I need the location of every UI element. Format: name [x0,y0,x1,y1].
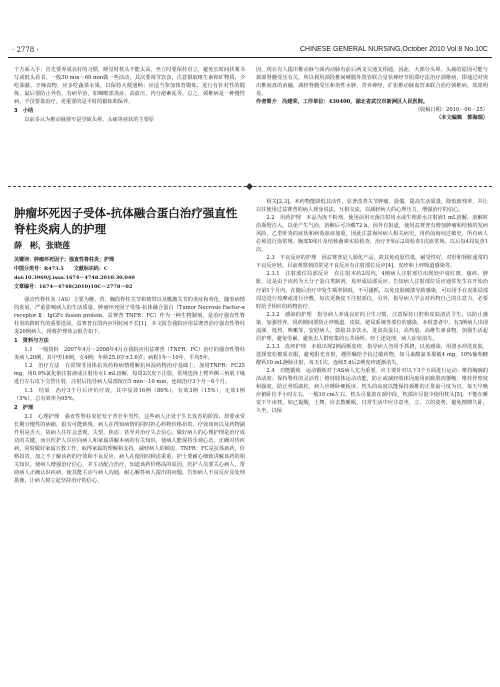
header-rule [8,57,492,58]
body-paragraph: 2.2 用药护理 本品为冻干粉剂，使用前用灭菌注射用水或生理盐水注射液1 mL溶解，溶解时沿瓶壁注入，以免产生气泡，溶解后可冷藏72 h。因外有报道，使用益赛普有增加肿瘤和结核的发病风险，乙型肝炎的症状和病毒血症加重，因此注意询问病人相关病史，用药前询问过敏史，所有病人必须进行血常规、胸部X线片及结核菌素实验检查，治疗开始后2周检查1次血常规，以后每4周复查1次。 [256,215,488,254]
journal-name: CHINESE GENERAL NURSING,October 2010 Vol.8 No.10C [299,46,488,53]
body-paragraph: 2.3.3 皮疹护理 本组出现2例面颊皮疹，指导病人勿用手抓挠，以免感染，用清水冲洗皮肤，选择宽松棉质衣服，避免阳光直射，遵医嘱给予抗过敏药物，如马来酸氯苯那敏4 mg，10%葡萄糖酸钙10 mL静脉注射，每天1次，连续5 d后2例皮疹逐渐消失。 [256,343,488,366]
section-heading: 2 护理 [14,404,34,411]
divider-diamond-icon [246,183,253,190]
body-paragraph: 1.2 治疗方法 在常规非甾体抗炎药和病情缓解抗风湿药物治疗基础上，加用TNFR：FC25 mg，用0.9%氯化钠注射液或注射用水1 mL溶解，每周2次皮下注射，常规选择上臂外侧三角肌下缘进行左右皮下交替注射，注射后指导病人局部按压5 min～10 min，连续治疗3个月～6个月。 [14,363,245,386]
article-left-column [14,296,245,680]
previous-article-paragraph: 个方面入手：首先要养成良好的习惯，睡觉时枕头不能太高，坐立时要保持直立，避免长时间伏案书写或低头看书，一般30 min～60 min做一些活动；其次要调节饮食，注意摄取维生素和矿物质，少吃油腻、辛辣食物，应多吃蔬菜水果，以保持大便通畅；应适当参加体育锻炼，进行有针对性的锻炼，最后要防止外伤，有病早治，如咽喉部炎症、高血压、内分泌紊乱等。总之，颈椎病是一种慢性病，不仅要靠治疗，更重要的是平时的锻炼和保养。 [14,67,245,106]
page-header [8,44,492,58]
summary-paragraph: 以前多认为椎动脉狭窄是导致头晕、头痛等症状的主要原 [24,117,155,124]
article-title: 肿瘤坏死因子受体-抗体融合蛋白治疗强直性脊柱炎病人的护理 [14,206,238,236]
body-paragraph: 相关[2,3]。本药物能降低其活性，显著改善关节肿痛、晨僵、提高生活质量，降低致残率，并让以往使用过益赛普的病人现身说法，互相交流，以减轻病人的心理压力，增强治疗的信心。 [256,199,488,214]
section-heading-summary: 3 小结 [14,108,34,115]
body-paragraph: 2.4 功能锻炼 运动锻炼对于AS病人尤为重要。应主要针对以下3个方面进行运动：维持胸廓的活动度；保持脊柱的灵活性；维持肢体运动功能，防止或减轻肢体因废用而致肌肉萎缩，维持骨密度和强度，防止骨质疏松。病人应睡卧硬板床，枕头的高度以能保持颈椎的正常前弓度为宜，每天早晚应俯卧位半小时左右，一般10 cm左右，枕头尽量放在颈中段，枕部应尽量少使用枕头[5]。不能在睡觉下午床枕，如已提醒，上舞，应去教睡眠，日常生活中应注意坐，立，立的姿势，避免擦擦久卧，久坐，以保 [256,367,488,415]
section-heading: 1 资料与方法 [14,338,49,345]
body-paragraph: 强直性脊柱炎（AS）主要为腰、背、胸段脊柱关节和韧带以及骶髂关节的炎症和骨化，随着病情的发展，严重影响病人的生活质量。肿瘤坏死因子受体-抗体融合蛋白（Tumor Necrosis Factor-α receptor Ⅱ：IgGFc fusion protein，益赛普 TNFR：FC）作为一种生物制剂，是治疗强直性脊柱炎的跨时代的重要进展。益赛普在国内应用时间不长[1]，本文报告我院应用益赛普治疗强直性脊柱炎20例病人，现将护理体会报告如下。 [14,297,245,336]
body-paragraph: 2.3.1 注射部位局部反应 在注射本药2周内，4例病人注射部位出现轻中度红斑、瘙痒、肿胀，这是由于该药为大分子蛋白类制剂，易形成局部反应。告知病人注射部位反应通常发生在开始治疗第1个月内，在随后治疗中发生频率降低，不可搔抓，以免皮肤破溃导致感染，可以用手在皮肤局部周边进行按摩或进行冷敷，每次更换皮下注射部位，另外，指导病人学会对药物自己的注意力，必要时给予相应的药物治疗。 [256,271,488,310]
keywords: 关键词：肿瘤坏死因子；强直性脊柱炎；护理 [14,257,115,263]
author-note: 作者简介 冯建荣，工作单位：430400，湖北省武汉市新洲区人民医院。 [256,99,429,106]
body-paragraph: 2.3 不良反应的护理 因益赛普是人源化产品，故其免疫原性低，耐受性好，对肝和肾脏通常的不良反应轻。目前观察到的常见不良反应有注射部位反应[4]，皮疹和上呼吸道感染等。 [256,255,488,270]
editor-note: （本文编辑 郭海瑞） [436,115,488,122]
previous-article-left-column [14,66,245,184]
received-date: （收稿日期：2010－06－25） [414,107,488,114]
article-number: 文章编号：1674－4748(2010)10C－2778－02 [14,284,133,290]
article-divider [8,186,492,187]
previous-article-right-column [256,66,488,184]
body-paragraph: 1.3 结果 治疗3个月后评价疗效，其中显效16例（80%），有效3例（15%），无效1例（5%），总有效率为95%。 [14,387,245,402]
classification: 中图分类号：R473.5 文献标识码：C [14,266,108,272]
article-meta [14,256,249,292]
article-right-column [256,198,488,680]
previous-article-paragraph: 因，现在有人提出椎动脉与颈内动脉有前后两支交通支相通，因此，大部分头晕、头痛的原因可能与颈部脊髓受压有关。所以利用颈段椎间硬膜外置管联合星状神经节阻滞疗法治疗颈椎病，即通过对突出椎间盘的消融，减轻脊髓受压和炎性水肿，青养神经，扩张椎动脉血管来联合治疗颈椎病，效果明显。 [256,67,488,98]
doi: doi:10.3969/j.issn.1674－4748.2010.30.040 [14,275,135,281]
page-number: · 2778 · [12,46,39,54]
article-authors: 薛 彬，张晓莲 [14,241,70,250]
body-paragraph: 2.1 心理护理 强直性脊柱炎好发于青壮年男性，这些病人正处于生长发育的阶段，却要承受长期且慢性的病痛，很有可能致残。病人在得知病情的同时担心药物价格昂贵、疗效如何以及药物副作用是否大，故病人往往会悲观、失望、焦虑、甚至对治疗失去信心。做好病人的心理护理是治疗成功的关键。而且医护人员应向病人和家属讲解本病的有关知识，使病人能保持乐观心态，正确对待疾病，同时做好家属宣教工作，取得家属的理解和支持，减轻病人的顾虑。TNFR：FC是抗体新药，价格昂贵，加之不了解该药的疗效和不良反应，病人在使用时顾虑重重，护士要耐心细致讲解该药的相关知识，使病人增强治疗信心，并主动配合治疗。知道该药价格高的原因，医护人员要关心病人，帮助病人正确认识疾病，使其能主动与病人沟通，耐心解答病人提出的问题，告知病人不良反应及处理措施，让病人树立起坚持治疗的信心。 [14,413,245,485]
body-paragraph: 2.3.2 感染的护理 指导病人养成良好的卫生习惯，注意保持口腔和皮肤清洁卫生，以防止感染，加强营养，用药期间要防止呼吸道、皮肤、泌尿系统等部位的感染。本组患者中，有3例病人出现流涕、低热、咳嗽等，安慰病人，鼓励其多饮水，进食高蛋白，高热量、高维生素食物，加强生活起居护理，避免劳累，避免去人群密集的公共场所，经上述处理，病人症状消失。 [256,311,488,342]
body-paragraph: 1.1 一般资料 2007年4月～2008年4月在我院应用益赛普（TNFR：FC）治疗的强直性脊柱炎病人20例，其中男16例，女4例；年龄25.0岁±3.6岁；病程1年～10年，平均5年。 [14,347,245,362]
